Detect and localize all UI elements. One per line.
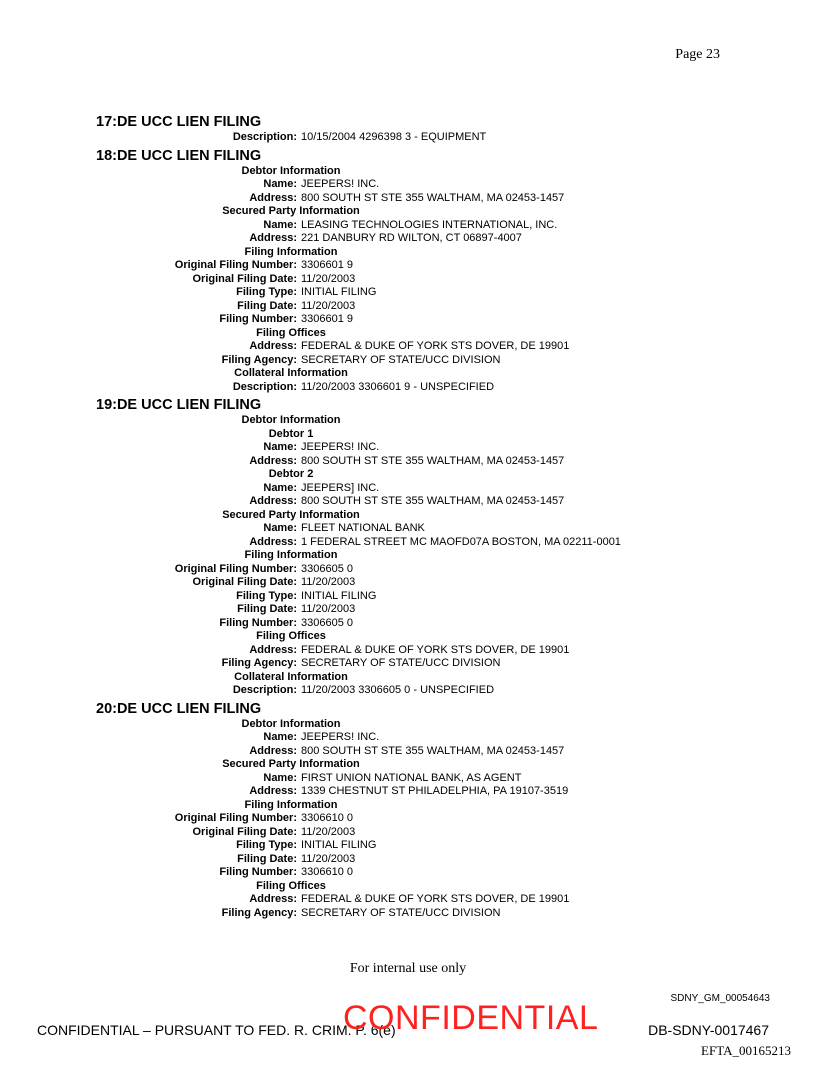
field-value: 11/20/2003	[301, 852, 356, 865]
field-row	[96, 603, 736, 617]
field-label: Filing Agency:	[221, 657, 297, 669]
subsection-heading: Secured Party Information	[222, 205, 360, 217]
subsection-heading: Debtor Information	[241, 164, 341, 177]
field-value: 11/20/2003 3306601 9 - UNSPECIFIED	[301, 380, 495, 393]
field-label: Name:	[263, 441, 297, 453]
field-row	[96, 785, 736, 799]
field-label: Address:	[249, 340, 297, 352]
field-label: Filing Number:	[219, 616, 297, 629]
field-value: LEASING TECHNOLOGIES INTERNATIONAL, INC.	[301, 218, 558, 231]
field-label: Name:	[263, 481, 297, 494]
field-row	[96, 482, 736, 496]
field-value: 11/20/2003	[301, 576, 356, 588]
field-value: 3306610 0	[301, 812, 353, 824]
field-row	[96, 866, 736, 880]
field-label: Original Filing Date:	[192, 825, 297, 838]
field-value: 3306601 9	[301, 313, 353, 325]
page-number: Page 23	[675, 47, 720, 62]
lien-filing-section	[96, 114, 736, 145]
field-row	[96, 441, 736, 455]
field-label: Address:	[249, 191, 297, 204]
field-label: Filing Date:	[237, 299, 297, 312]
field-label: Filing Number:	[219, 313, 297, 325]
subsection-heading: Filing Offices	[256, 879, 326, 892]
confidential-notice: CONFIDENTIAL – PURSUANT TO FED. R. CRIM. P. 6(e)	[37, 1022, 396, 1038]
field-row	[96, 522, 736, 536]
efta-number: EFTA_00165213	[701, 1043, 791, 1058]
lien-filing-section	[96, 701, 736, 921]
field-value: 1 FEDERAL STREET MC MAOFD07A BOSTON, MA 02211-0001	[301, 535, 621, 548]
field-row	[96, 893, 736, 907]
subsection-heading: Debtor Information	[241, 414, 341, 426]
field-value: SECRETARY OF STATE/UCC DIVISION	[301, 657, 501, 669]
field-row	[96, 381, 736, 395]
field-row	[96, 839, 736, 853]
field-row	[96, 219, 736, 233]
field-value: 3306605 0	[301, 562, 353, 575]
field-value: 1339 CHESTNUT ST PHILADELPHIA, PA 19107-3519	[301, 785, 569, 797]
subsection-heading: Filing Information	[244, 798, 338, 811]
field-value: 800 SOUTH ST STE 355 WALTHAM, MA 02453-1457	[301, 744, 565, 757]
subsection-heading: Debtor 1	[268, 427, 314, 440]
field-label: Name:	[263, 731, 297, 743]
field-label: Filing Date:	[237, 603, 297, 615]
field-value: FEDERAL & DUKE OF YORK STS DOVER, DE 19901	[301, 643, 570, 656]
field-label: Address:	[249, 535, 297, 548]
field-label: Filing Number:	[219, 866, 297, 878]
section-heading: 19:DE UCC LIEN FILING	[96, 397, 262, 413]
lien-filings-list	[96, 114, 736, 923]
field-row	[96, 300, 736, 314]
field-row	[96, 286, 736, 300]
field-row	[96, 576, 736, 590]
field-value: 3306601 9	[301, 259, 353, 271]
subsection-heading: Filing Information	[244, 549, 338, 561]
field-label: Address:	[249, 643, 297, 656]
field-value: INITIAL FILING	[301, 589, 377, 602]
field-label: Address:	[249, 785, 297, 797]
field-value: 11/20/2003	[301, 299, 356, 312]
field-label: Name:	[263, 178, 297, 190]
field-row	[96, 313, 736, 327]
field-value: INITIAL FILING	[301, 839, 377, 851]
field-value: SECRETARY OF STATE/UCC DIVISION	[301, 906, 501, 919]
section-heading: 18:DE UCC LIEN FILING	[96, 147, 262, 164]
field-value: JEEPERS! INC.	[301, 731, 380, 743]
field-value: FEDERAL & DUKE OF YORK STS DOVER, DE 19901	[301, 340, 570, 352]
field-value: 800 SOUTH ST STE 355 WALTHAM, MA 02453-1457	[301, 495, 565, 507]
field-label: Original Filing Number:	[174, 812, 297, 824]
bates-number-db-sdny: DB-SDNY-0017467	[648, 1022, 769, 1038]
field-value: 800 SOUTH ST STE 355 WALTHAM, MA 02453-1457	[301, 454, 565, 467]
field-value: 11/20/2003	[301, 825, 356, 838]
subsection-heading: Collateral Information	[234, 670, 348, 683]
field-row	[96, 131, 736, 145]
field-row	[96, 455, 736, 469]
field-value: 3306605 0	[301, 616, 353, 629]
field-value: 800 SOUTH ST STE 355 WALTHAM, MA 02453-1457	[301, 191, 565, 204]
field-value: JEEPERS! INC.	[301, 441, 380, 453]
field-label: Description:	[232, 684, 297, 696]
field-label: Name:	[263, 218, 297, 231]
field-row	[96, 178, 736, 192]
field-label: Name:	[263, 522, 297, 534]
lien-filing-section	[96, 397, 736, 698]
field-row	[96, 495, 736, 509]
subsection-heading: Debtor 2	[268, 468, 314, 480]
field-row	[96, 563, 736, 577]
field-label: Filing Date:	[237, 852, 297, 865]
subsection-heading: Collateral Information	[234, 367, 348, 379]
subsection-heading: Debtor Information	[241, 717, 341, 730]
field-row	[96, 826, 736, 840]
field-label: Filing Agency:	[221, 353, 297, 366]
field-row	[96, 812, 736, 826]
subsection-heading: Filing Offices	[256, 326, 326, 339]
subsection-heading: Filing Information	[244, 245, 338, 258]
confidential-stamp: CONFIDENTIAL	[343, 999, 599, 1037]
field-label: Description:	[232, 380, 297, 393]
field-value: 11/20/2003 3306605 0 - UNSPECIFIED	[301, 684, 495, 696]
field-row	[96, 617, 736, 631]
field-row	[96, 684, 736, 698]
field-row	[96, 907, 736, 921]
field-label: Address:	[249, 232, 297, 244]
bates-number-sdny-gm: SDNY_GM_00054643	[670, 993, 770, 1004]
field-row	[96, 340, 736, 354]
field-value: FLEET NATIONAL BANK	[301, 522, 425, 534]
field-value: JEEPERS! INC.	[301, 178, 380, 190]
field-label: Filing Type:	[236, 839, 297, 851]
field-row	[96, 657, 736, 671]
subsection-heading: Secured Party Information	[222, 508, 360, 521]
field-label: Name:	[263, 771, 297, 784]
field-label: Filing Agency:	[221, 906, 297, 919]
field-row	[96, 273, 736, 287]
field-row	[96, 354, 736, 368]
field-value: FIRST UNION NATIONAL BANK, AS AGENT	[301, 771, 522, 784]
field-row	[96, 192, 736, 206]
section-heading: 17:DE UCC LIEN FILING	[96, 114, 262, 130]
field-value: SECRETARY OF STATE/UCC DIVISION	[301, 353, 501, 366]
field-label: Description:	[232, 131, 297, 143]
field-label: Address:	[249, 454, 297, 467]
field-value: FEDERAL & DUKE OF YORK STS DOVER, DE 19901	[301, 893, 570, 905]
field-row	[96, 853, 736, 867]
field-label: Original Filing Date:	[192, 272, 297, 285]
field-value: 221 DANBURY RD WILTON, CT 06897-4007	[301, 232, 522, 244]
field-label: Filing Type:	[236, 589, 297, 602]
field-row	[96, 536, 736, 550]
field-value: INITIAL FILING	[301, 286, 377, 298]
field-value: 11/20/2003	[301, 603, 356, 615]
field-label: Original Filing Number:	[174, 259, 297, 271]
field-label: Address:	[249, 744, 297, 757]
subsection-heading: Secured Party Information	[222, 758, 360, 770]
field-label: Original Filing Date:	[192, 576, 297, 588]
field-row	[96, 590, 736, 604]
field-row	[96, 259, 736, 273]
field-value: 3306610 0	[301, 866, 353, 878]
field-label: Filing Type:	[236, 286, 297, 298]
section-heading: 20:DE UCC LIEN FILING	[96, 700, 262, 717]
internal-use-note: For internal use only	[349, 961, 467, 976]
field-value: JEEPERS] INC.	[301, 481, 380, 494]
field-row	[96, 745, 736, 759]
field-label: Original Filing Number:	[174, 562, 297, 575]
field-label: Address:	[249, 495, 297, 507]
field-row	[96, 644, 736, 658]
field-row	[96, 731, 736, 745]
field-value: 11/20/2003	[301, 272, 356, 285]
field-row	[96, 232, 736, 246]
field-label: Address:	[249, 893, 297, 905]
field-row	[96, 772, 736, 786]
lien-filing-section	[96, 148, 736, 395]
field-value: 10/15/2004 4296398 3 - EQUIPMENT	[301, 131, 487, 143]
subsection-heading: Filing Offices	[256, 630, 326, 642]
